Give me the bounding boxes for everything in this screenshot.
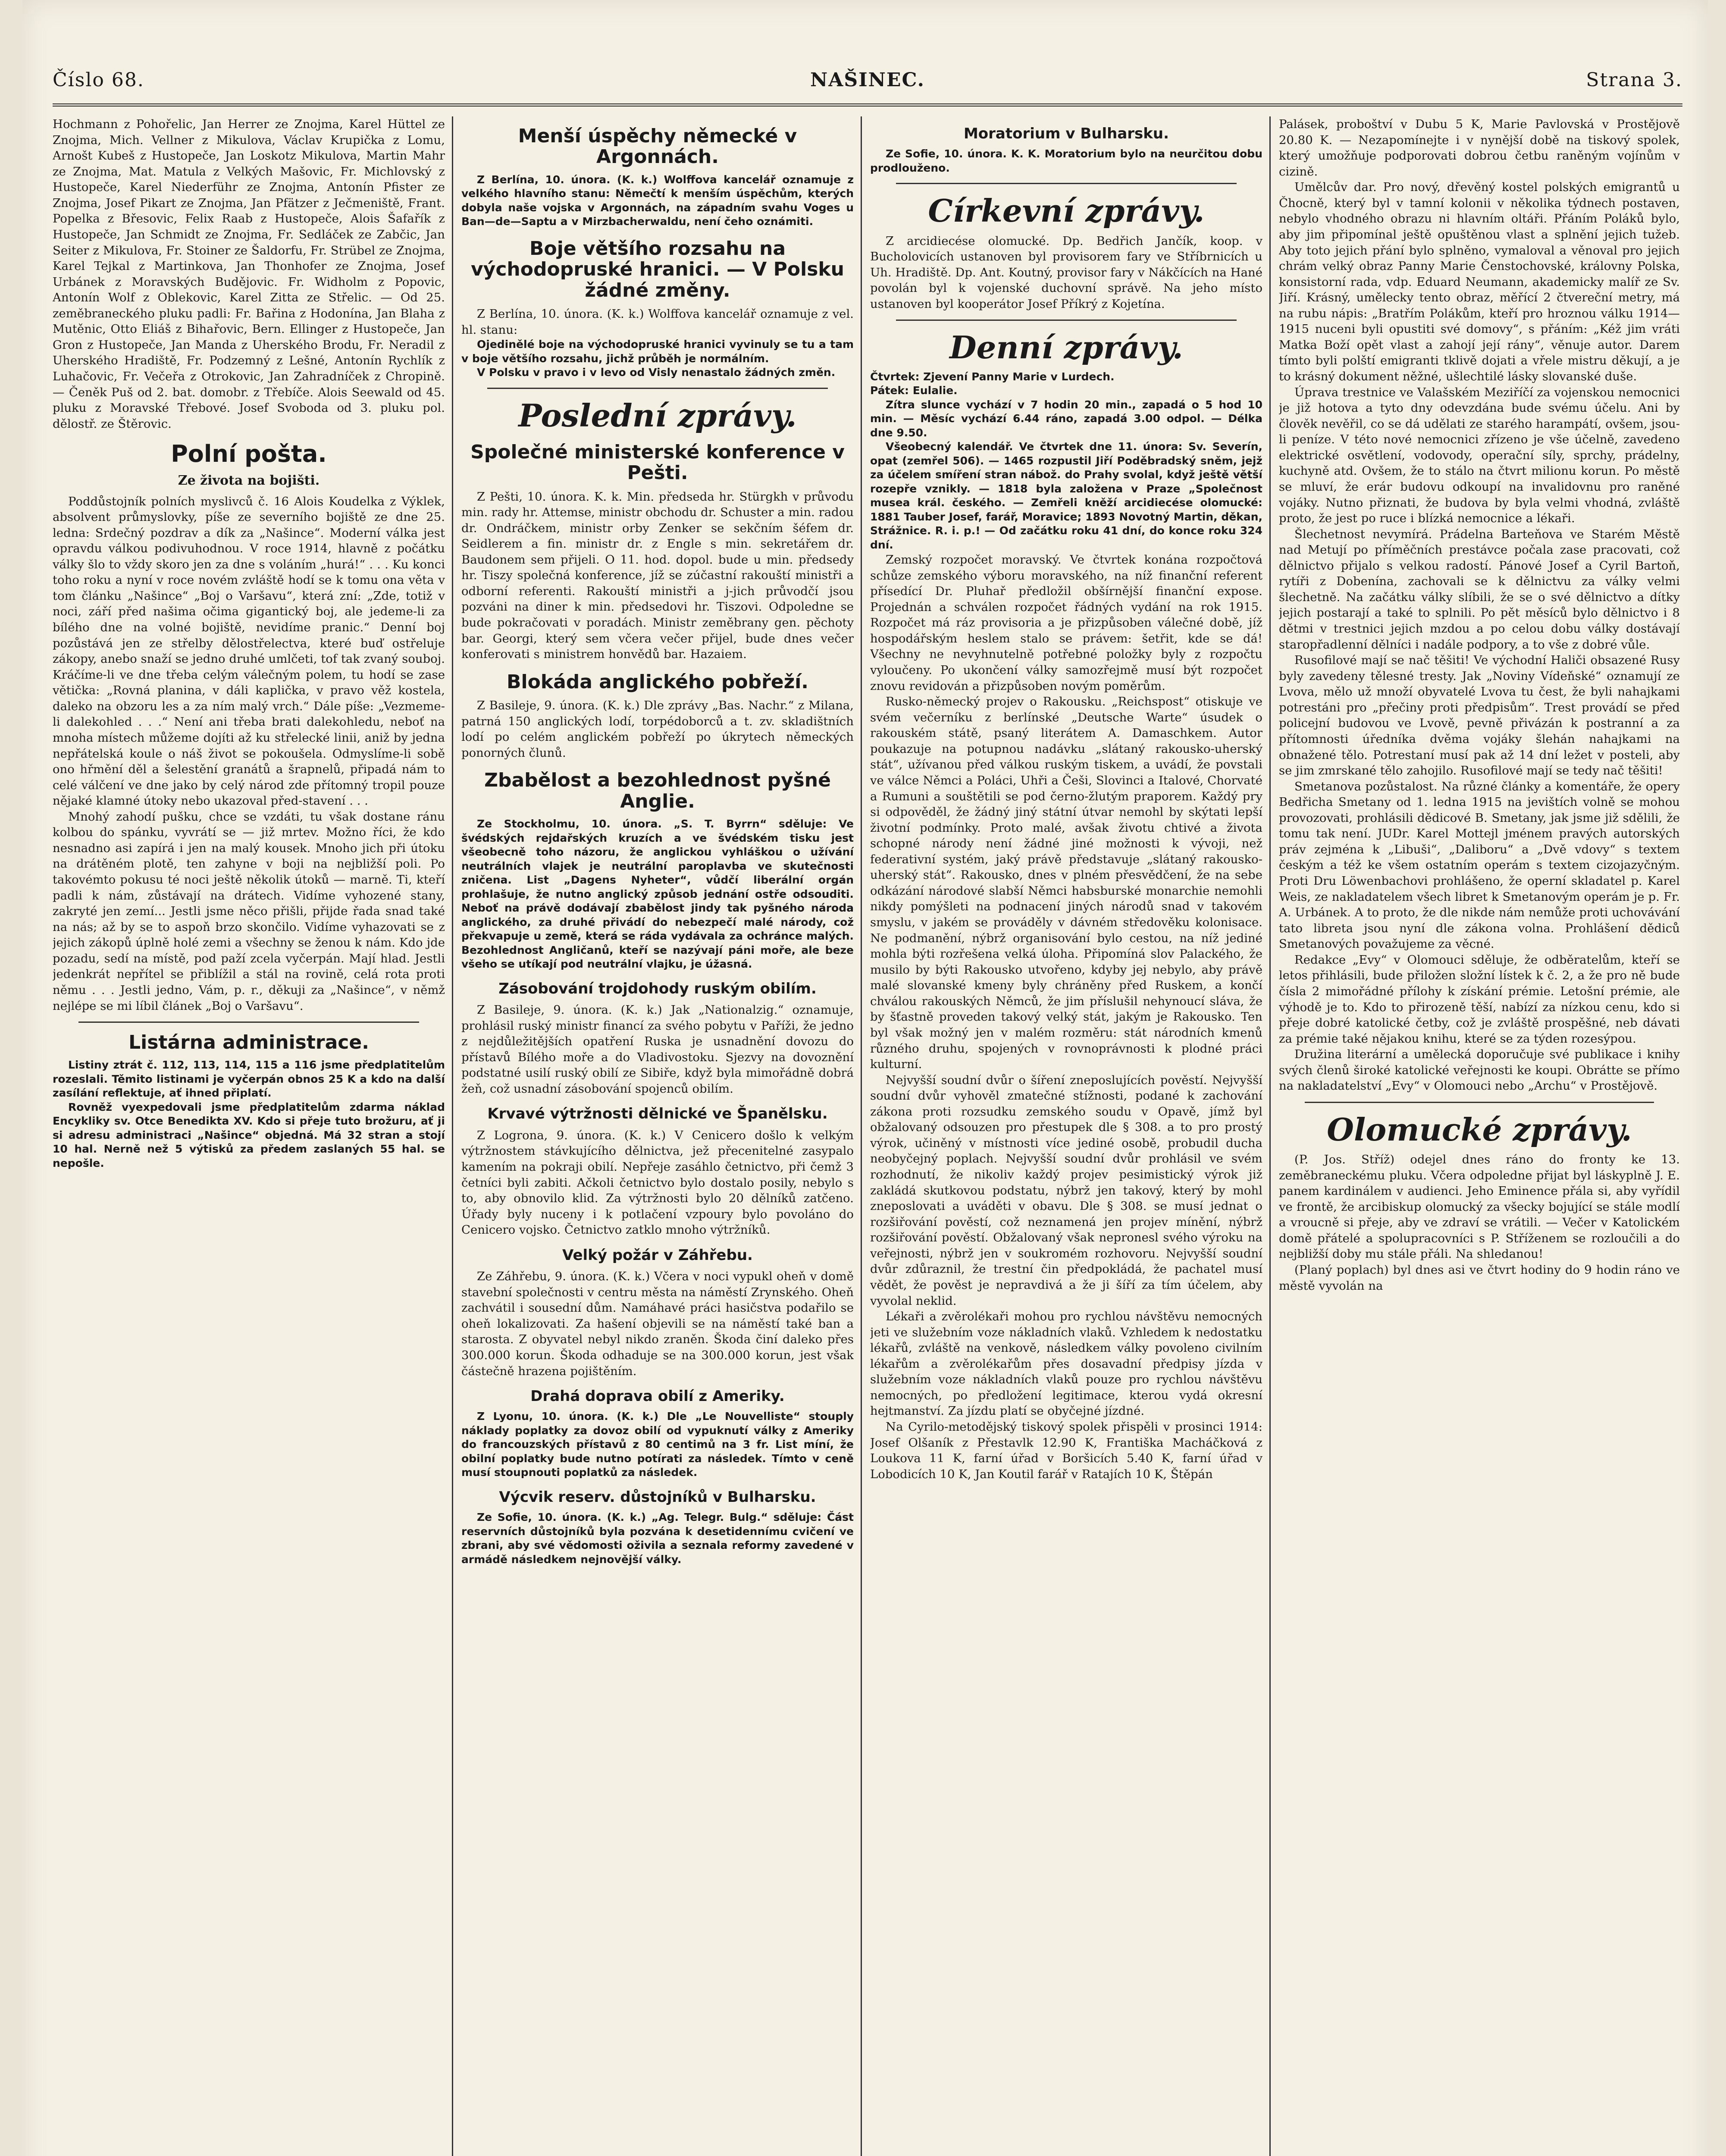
headline: Výcvik reserv. důstojníků v Bulharsku. <box>499 1488 816 1506</box>
section-divider <box>896 183 1237 184</box>
newspaper-page <box>22 0 1708 2156</box>
article-paragraph: Z arcidiecése olomucké. Dp. Bedřich Jančík, koop. v Bucholovicích ustanoven byl provisorem fary ve Stříbrnicích u Uh. Hradiště. Dp. Ant. Koutný, provisor fary v Nákčících na Hané povolán byl k vojenské duchovní správě. Na jeho místo ustanoven byl kooperátor Josef Příkrý z Kojetína. <box>870 234 1262 311</box>
article-paragraph: Z Pešti, 10. února. K. k. Min. předseda hr. Stürgkh v průvodu min. rady hr. Attemse, ministr obchodu dr. Schuster a min. radou dr. Ondráčkem, ministr orby Zenker se sekčním šéfem dr. Seidlerem a fin. ministr dr. z Engle s min. sekretářem dr. Baudonem sem přijeli. O 11. hod. dopol. bude u min. předsedy hr. Tiszy společná konference, jíž se zúčastní rakouští ministři a odborní referenti. Rakouští ministři a j-jich průvodčí jsou pozváni na diner k min. předsedovi hr. Tiszovi. Odpoledne se bude pokračovati v poradách. Ministr zeměbrany gen. pěchoty bar. Georgi, který sem včera večer přijel, bude dnes večer konferovati s ministrem honvědů bar. Hazaiem. <box>461 489 854 661</box>
article-paragraph: Mnohý zahodí pušku, chce se vzdáti, tu však dostane ránu kolbou do spánku, vyvrátí se — již mrtev. Možno říci, že kdo nesnadno asi zapírá i jen na malý kousek. Mnoho jich při útoku na drátěném plotě, ten zahyne v boji na nejbližší poli. Po takovémto pokusu té noci ještě několik útoků — marně. Ti, kteří padli k nám, zůstávají na drátech. Vidíme vyhozené stany, zakryté jen zemí... Jestli jsme něco přišli, přijde řada snad také na nás; až by se to aspoň brzo skončilo. Vidíme vyhazovati se z jejich zákopů úplně holé zemi a všechny se ženou k nám. Kdo jde pozadu, sedí na místě, pod paží zcela vyčerpán. Mají hlad. Jestli jedenkrát nepřítel se přiblížil a stál na rovině, celá rota proti němu . . . Jestli jedno, Vám, p. r., děkuji za „Našince“, v němž nejlépe se mi líbil článek „Boj o Varšavu“. <box>53 809 445 1013</box>
article-paragraph: Šlechetnost nevymírá. Prádelna Barteňova ve Starém Městě nad Metují po příměčních prestávce počala zase pracovati, což dělnictvo přijalo s velkou radostí. Pánové Josef a Cyril Bartoň, rytíři z Dobenína, zachovali se k dělnictvu za války velmi šlechetně. Na začátku války slíbili, že se o své dělnictvo a dítky jejich postarají a také to splnili. Po pět měsíců bylo dělnictvo i 8 dětmi v trestnici jejich mzdou a po celou dobu války dostávají staropřadlenní dělníci i nadále podpory, a to vše z dobré vůle. <box>1279 527 1680 652</box>
headline: Velký požár v Záhřebu. <box>562 1246 753 1264</box>
headline: Blokáda anglického pobřeží. <box>506 671 809 693</box>
calendar-general: Všeobecný kalendář. Ve čtvrtek dne 11. února: Sv. Severín, opat (zemřel 506). — 1465 rozpustil Jiří Poděbradský sněm, jejž za účelem smíření stran nábož. do Prahy svolal, když ještě větší rozepře vznikly. — 1818 byla založena v Praze „Společnost musea král. českého. — Zemřeli kněží arcidiecése olomucké: 1881 Tauber Josef, farář, Moravice; 1893 Novotný Martin, děkan, Strážnice. R. i. p.! — Od začátku roku 41 dní, do konce roku 324 dní. <box>870 440 1262 551</box>
column-1 <box>53 116 445 2156</box>
article-paragraph: Ze Sofie, 10. února. K. K. Moratorium bylo na neurčitou dobu prodlouženo. <box>870 147 1262 174</box>
article-paragraph: Z Basileje, 9. února. (K. k.) Jak „Nationalzig.“ oznamuje, prohlásil ruský ministr financí za svého pobytu v Paříži, že jedno z nejdůležitějších opatření Ruska je usnadnění dovozu do přístavů Bílého moře a do Vladivostoku. Sjezvy na dovoznění podstatné usilí ruský obilí ze Sibiře, když byla mimořádně dobrá žeň, což usnadní zásobování spojenců obilím. <box>461 1003 854 1096</box>
headline-cirkevni-zpravy: Církevní zprávy. <box>928 192 1205 229</box>
section-divider <box>78 1022 419 1023</box>
column-rule <box>1269 116 1271 2156</box>
headline-denni-zpravy: Denní zprávy. <box>949 329 1183 366</box>
headline: Zásobování trojdohody ruským obilím. <box>498 980 817 997</box>
issue-number: Číslo 68. <box>53 69 144 91</box>
article-paragraph: Z Logrona, 9. února. (K. k.) V Cenicero došlo k velkým výtržnostem stávkujícího dělnictva, jež přecenitelné zasypalo kamením na pokraji obilí. Nepřeje zasáhlo četnictvo, při čemž 3 četníci byli zabiti. Ačkoli četnictvo bylo dostalo posily, nebylo s to, aby obnovilo klid. Za výtržnosti bylo 20 dělníků zatčeno. Úřady byly nuceny i k potlačení vzpoury bylo povoláno do Cenicero vojsko. Četnictvo zatklo mnoho výtržníků. <box>461 1128 854 1237</box>
headline: Menší úspěchy německé v Argonnách. <box>518 125 797 168</box>
headline: Krvavé výtržnosti dělnické ve Španělsku. <box>487 1105 828 1123</box>
calendar-line: Čtvrtek: Zjevení Panny Marie v Lurdech. <box>870 370 1115 383</box>
article-paragraph: Ojedinělé boje na východopruské hranici vyvinuly se tu a tam v boje většího rozsahu, jichž průběh je normálním. <box>461 338 854 365</box>
article-paragraph: Z Berlína, 10. února. (K. k.) Wolffova kancelář oznamuje z vel. hl. stanu: <box>461 307 854 337</box>
article-paragraph: Redakce „Evy“ v Olomouci sděluje, že odběratelům, kteří se letos přihlásili, bude přiložen složní lístek k č. 2, a že pro ně bude čísla 2 mimořádné přílohy k získání prémie. Letošní prémie, ale výhodě je to. Kdo to přirozeně těší, nabízí za nízkou cenu, kdo si přeje dobré katolické četby, což je zvláště prospěšné, neb dávati za prémie také nějakou knihu, které se za týden rozesýpou. <box>1279 953 1680 1046</box>
article-paragraph: Ze Záhřebu, 9. února. (K. k.) Včera v noci vypukl oheň v domě stavební společnosti v centru města na náměstí Zrynského. Oheň zachvátil i sousední dům. Namáhavé práci hasičstva podařilo se oheň lokalizovati. Za hašení objevili se na náměstí také ban a starosta. Z obyvatel nebyl nikdo zraněn. Škoda činí daleko přes 300.000 korun. Škoda odhaduje se na 300.000 korun, jest však částečně hrazena pojištěním. <box>461 1269 854 1378</box>
column-rule <box>452 116 453 2156</box>
article-paragraph: Úprava trestnice ve Valašském Meziříčí za vojenskou nemocnici je již hotova a tyto dny odevzdána bude svému účelu. Ani by člověk nevěřil, co se dá udělati ze starého harampátí, ovšem, jsou-li peníze. V této nové nemocnici zřízeno je vše účelně, zavedeno elektrické osvětlení, vodovody, operační síly, sprchy, prádelny, kuchyně atd. Ovšem, že to stálo na čtvrt milionu korun. Po městě se mluví, že erár budovu odkoupí na invalidovnu pro raněné vojáky. Nutno přiznati, že budova by byla velmi vhodná, zvláště proto, že jest po ruce i blízká nemocnice a lékaři. <box>1279 385 1680 526</box>
column-4 <box>1279 116 1680 2156</box>
article-paragraph: Ze Stockholmu, 10. února. „S. T. Byrrn“ sděluje: Ve švédských rejdařských kruzích a ve švédském tisku jest všeobecně toho názoru, že anglickou vyhláškou o užívání neutrálních vlajek je neutrální paroplavba ve skutečnosti zničena. List „Dagens Nyheter“, vůdčí liberální orgán prohlašuje, že nutno anglický způsob jednání ostře odsouditi. Neboť na právě dodávají zbabělost jindy tak pyšného národa anglického, za druhé přivádí do nebezpečí malé národy, což překvapuje u země, která se ráda vydávala za ochránce malých. Bezohlednost Angličanů, kteří se nazývají páni moře, ale beze všeho se utíkají pod neutrální vlajku, je úžasná. <box>461 818 854 971</box>
article-paragraph: Lékaři a zvěrolékaři mohou pro rychlou návštěvu nemocných jeti ve služebním voze nákladních vlaků. Vzhledem k nedostatku lékařů, zvláště na venkově, následkem války povoleno civilním lékařům a zvěrolékařům přes dosavadní předpisy jízda v služebním voze nákladních vlaků pouze pro rychlou návštěvu nemocných, po předložení legitimace, kterou vydá okresní hejtmanství. Za jízdu platí se obyčejné jízdné. <box>870 1310 1262 1418</box>
article-paragraph: Zemský rozpočet moravský. Ve čtvrtek konána rozpočtová schůze zemského výboru moravského, na níž finanční referent přísedící Dr. Pluhař předložil obšírnější finanční expose. Projednán a schválen rozpočet řádných vydání na rok 1915. Rozpočet má ráz provisoria a je přizpůsoben válečné době, jíž hospodářským heslem stalo se právem: šetřit, kde se dá! Všechny ne nevyhnutelně potřebné položky byly z rozpočtu vyloučeny. Po ukončení války samozřejmě musí být rozpočet znovu revidován a přizpůsoben novým poměrům. <box>870 553 1262 693</box>
column-3 <box>870 116 1262 2156</box>
article-paragraph: Smetanova pozůstalost. Na různé články a komentáře, že opery Bedřicha Smetany od 1. ledna 1915 na jevištích volně se mohou provozovati, prohlásili dědicové B. Smetany, jak jsme již sdělili, že tomu tak není. JUDr. Karel Mottejl jménem pravých autorských práv zejména k „Libuši“, „Daliboru“ a „Dvě vdovy“ s textem českým a též ke všem ostatním operám s textem cizojazyčným. Proti Dru Löwenbachovi prohlášeno, že operní skladatel p. Karel Weis, ze nakladatelem všech libret k Smetanovým operám je p. Fr. A. Urbánek. A to proto, že dle nikde nám nemůže proti uchovávání tato libreta jsou nyní dle zákona volna. Prohlášení dědiců Smetanových považujeme za věcné. <box>1279 779 1680 951</box>
section-divider <box>1305 1102 1654 1103</box>
headline: Boje většího rozsahu na východopruské hranici. — V Polsku žádné změny. <box>470 237 844 301</box>
headline: Společné ministerské konference v Pešti. <box>470 441 845 484</box>
article-paragraph: Nejvyšší soudní dvůr o šíření zneposlujících pověstí. Nejvyšší soudní dvůr vyhověl zmatečné stížnosti, podané k zachování zákona proti rozsudku zemského soudu v Opavě, jímž byl obžalovaný odsouzen pro přestupek dle § 308. a to pro prostý výrok, učiněný v místnosti více jediné osobě, probudil ducha neobyčejný poplach. Nejvyšší soudní dvůr prohlásil ve svém rozhodnutí, že nikoliv každý projev pesimistický výrok již zakládá skutkovou podstatu, nýbrž jen takový, který by mohl zneposlovati a uváděti v obavu. Dle § 308. se musí jednat o rozšiřování pověstí, což neznamená jen projev mínění, nýbrž rozšiřování pověstí. Obžalovaný však nepronesl svého výroku na veřejnosti, nýbrž jen v soukromém rozhovoru. Nejvyšší soudní dvůr zdůraznil, že trestní čin předpokládá, že pachatel musí vědět, že pověst je nepravdivá a že ji šíří za tím účelem, aby vyvolal neklid. <box>870 1073 1262 1308</box>
section-divider <box>896 320 1237 321</box>
headline: Moratorium v Bulharsku. <box>963 125 1169 142</box>
page-number: Strana 3. <box>1586 69 1682 91</box>
article-paragraph: Z Basileje, 9. února. (K. k.) Dle zprávy „Bas. Nachr.“ z Milana, patrná 150 anglických lodí, torpédoborců a t. zv. skladištních lodí po celém anglickém pobřeží po úkrytech německých ponorných člunů. <box>461 699 854 760</box>
section-divider <box>487 388 828 389</box>
calendar-sun: Zítra slunce vychází v 7 hodin 20 min., zapadá o 5 hod 10 min. — Měsíc vychází 6.44 ráno, zapadá 3.00 odpol. — Délka dne 9.50. <box>870 398 1262 439</box>
headline-olomucke-zpravy: Olomucké zprávy. <box>1327 1111 1632 1148</box>
column-2 <box>461 116 854 2156</box>
article-paragraph: Rusofilové mají se nač těšiti! Ve východní Haliči obsazené Rusy byly zavedeny tělesné tresty. Jak „Noviny Vídeňské“ oznamují ze Lvova, mělo už množí obyvatelé Lvova tu čest, že byli nahajkami potrestáni pro „přečiny proti předpisům“. Trest provádí se před policejní budovou ve Lvově, pevně přivázán k postranní a za přítomnosti úředníka dvěma vojáky šlehán nahajkami na obnažené tělo. Potrestaní musí pak až 14 dní ležet v posteli, aby se jim zmrskané tělo zahojilo. Rusofilové mají se tedy nač těšiti! <box>1279 653 1680 778</box>
headline: Drahá doprava obilí z Ameriky. <box>530 1388 785 1405</box>
calendar-line: Pátek: Eulalie. <box>870 384 958 397</box>
article-paragraph: Listiny ztrát č. 112, 113, 114, 115 a 116 jsme předplatitelům rozeslali. Těmito listinami je vyčerpán obnos 25 K a kdo na další zasílání reflektuje, ať ihned připlatí. <box>53 1059 445 1100</box>
article-paragraph: (P. Jos. Stříž) odejel dnes ráno do fronty ke 13. zeměbraneckému pluku. Včera odpoledne přijat byl láskyplně J. E. panem kardinálem v audienci. Jeho Eminence přála si, aby vyřídil ve frontě, že arcibiskup olomucký za všecky bojující se stále modlí a vroucně si přeje, aby ve zdraví se vrátili. — Večer v Katolickém domě přátelé a spolupracovníci s P. Stříženem se rozloučili a do nejbližší doby mu stále přáli. Na shledanou! <box>1279 1153 1680 1261</box>
headline-listarna: Listárna administrace. <box>128 1031 369 1054</box>
article-paragraph: Poddůstojník polních myslivců č. 16 Alois Koudelka z Výklek, absolvent průmyslovky, píše ze severního bojiště ze dne 25. ledna: Srdečný pozdrav a dík za „Našince“. Moderní válka jest opravdu válkou podivuhodnou. V roce 1914, hlavně z počátku války šlo to vždy skoro jen za dne s voláním „hurá!“ . . . Ku konci toho roku a nyní v roce novém zvláště hodí se k tomu ona věta v tom článku „Našince“ „Boj o Varšavu“, která zní: „Zde, totiž v noci, září před našima očima gigantický boj, ale jedeme-li za bílého dne na volné bojiště, nevidíme pranic.“ Denní boj pozůstává jen ze střelby dělostřelectva, které buď ostřeluje zákopy, anebo snaží se jedno druhé umlčeti, tof tak zvaný souboj. Kráčíme-li ve dne třeba celým válečným polem, tu hodí se zase větička: „Rovná planina, v dáli kaplička, v pravo věž kostela, daleko na obzoru les a za ním malý vrch.“ Dále píše: „Vezmeme-li dalekohled . . .“ Není ani třeba brati dalekohledu, neboť na mnoha místech můžeme dojíti až ku střelecké linii, aniž by jedna nepřátelská koule o náš život se pokoušela. Odmyslíme-li sobě ono hřmění děl a šelestění granátů a šrapnelů, připadá nám to celé válčení ve dne jako by celý národ zde přítomný tropil pouze nějaké klamné útoky nebo ukazoval před-stavení . . . <box>53 494 445 808</box>
headline: Zbabělost a bezohlednost pyšné Anglie. <box>484 769 831 812</box>
headline-posledni-zpravy: Poslední zprávy. <box>518 397 797 434</box>
article-paragraph: Na Cyrilo-metodějský tiskový spolek přispěli v prosinci 1914: Josef Olšaník z Přestavlk 12.90 K, Františka Macháčková z Loukova 11 K, farní úřad v Boršicích 5.40 K, farní úřad v Lobodicích 10 K, Jan Koutil farář v Ratajích 10 K, Štěpán <box>870 1420 1262 1481</box>
page-header <box>53 65 1682 107</box>
article-paragraph: V Polsku v pravo i v levo od Visly nenastalo žádných změn. <box>477 366 836 379</box>
article-paragraph: Umělcův dar. Pro nový, dřevěný kostel polských emigrantů u Čhocně, který byl v tamní kolonii v několika týdnech postaven, nebylo vhodného obrazu ni hlavním oltáři. Přáním Poláků bylo, aby jim připomínal ještě opuštěnou vlast a splnění jejich tužeb. Aby toto jejich přání bylo splněno, vymaloval a věnoval pro jejich chrám velký obraz Panny Marie Čenstochovské, královny Polska, konsistorní rada, vdp. Eduard Neumann, akademicky malíř ze Sv. Jiří. Krásný, umělecky tento obraz, měřící 2 čtvereční metry, má na rubu nápis: „Bratřím Polákům, kteří pro hroznou válku 1914—1915 nuceni byli opustiti své domovy“, s přáním: „Kéž jim vráti Matka Boží opět vlast a zahojí její rány“, věnuje autor. Darem tímto byli polští emigranti tklivě dojati a vřele mistru děkují, a je to krásný dokument něžné, ušlechtilé lásky slovanské duše. <box>1279 180 1680 383</box>
article-paragraph: Z Lyonu, 10. února. (K. k.) Dle „Le Nouvelliste“ stouply náklady poplatky za dovoz obilí od vypuknutí války z Ameriky do francouzských přístavů z 80 centimů na 3 fr. List míní, že obilní poplatky bude nutno potírati za následek. Tímto v ceně musí stoupnouti poplatků za následek. <box>461 1410 854 1479</box>
masthead-title: NAŠINEC. <box>810 69 925 91</box>
subheadline: Ze života na bojišti. <box>178 473 320 488</box>
article-paragraph: Ze Sofie, 10. února. (K. k.) „Ag. Telegr. Bulg.“ sděluje: Část reservních důstojníků byla pozvána k desetidennímu cvičení ve zbrani, aby své vědomosti oživila a seznala reformy zavedené v armádě následkem nejnovější války. <box>461 1511 854 1566</box>
article-paragraph: Z Berlína, 10. února. (K. k.) Wolffova kancelář oznamuje z velkého hlavního stanu: Němečtí k menším úspěchům, kterých dobyla naše vojska v Argonnách, na západním svahu Voges u Ban—de—Saptu a v Mirzbacherwaldu, není čeho oznámiti. <box>461 173 854 228</box>
article-paragraph: Družina literární a umělecká doporučuje své publikace i knihy svých členů široké katolické veřejnosti ke koupi. Obrátte se přímo na nakladatelství „Evy“ v Olomouci nebo „Archu“ v Prostějově. <box>1279 1047 1680 1093</box>
column-rule <box>861 116 862 2156</box>
article-paragraph: Rovněž vyexpedovali jsme předplatitelům zdarma náklad Encykliky sv. Otce Benedikta XV. Kdo si přeje tuto brožuru, ať ji si adresu administraci „Našince“ objedná. Má 32 stran a stojí 10 hal. Nerně než 5 výtisků za předem zaslaných 55 hal. se nepošle. <box>53 1100 445 1169</box>
article-paragraph: Palásek, proboštví v Dubu 5 K, Marie Pavlovská v Prostějově 20.80 K. — Nezapomínejte i v nynější době na tiskový spolek, který umožňuje podporovati dobrou četbu raněným vojínům v cizině. <box>1279 117 1680 179</box>
article-paragraph: (Planý poplach) byl dnes asi ve čtvrt hodiny do 9 hodin ráno ve městě vyvolán na <box>1279 1263 1680 1293</box>
article-paragraph: Rusko-německý projev o Rakousku. „Reichspost“ otiskuje ve svém večerníku z berlínské „Deutsche Warte“ úsudek o rakouském státě, psaný literátem A. Damaschkem. Autor poukazuje na potupnou nadávku „slátaný rakousko-uherský stát“, užívanou před válkou ruským tiskem, a uvádí, že povstali ve válce Němci a Poláci, Uhři a Češi, Slovinci a Italové, Chorvaté a Rumuni a souštětili se pod černo-žlutým praporem. Každý pry si odpověděl, že žádný jiný státní útvar nemohl by skýtati lepší životní podmínky. Proto malé, avšak životu chtivé a života schopné národy není žádné jiné možnosti k vývoji, než federativní systém, jaký právě představuje „slátaný rakousko-uherský stát“. Rakousko, dnes v plném přesvědčení, že na sebe odkázání národové slabší Němci habsburské monarchie nemohli nikdy pomýšleti na podnacení jiných národů snad v takovém smyslu, v jakém se prováděly v dávném středověku kolonisace. Ne podmanění, nýbrž organisování bylo cestou, na níž jediné mohla býti rozřešena velká úloha. Připomíná slov Palackého, že musilo by býti Rakousko utvořeno, kdyby jej nebylo, aby právě malé slovanské kmeny byly chráněny před Ruskem, a končí chválou rakouských Němců, že jim příslušil nehynoucí sláva, že by šťastně proveden takový velký stát, jakým je Rakousko. Ten byl však možný jen v malém rozměru: stát národních kmenů různého druhu, spojených v rovnoprávnosti k plodné práci kulturní. <box>870 695 1262 1072</box>
casualty-names: Hochmann z Pohořelic, Jan Herrer ze Znojma, Karel Hüttel ze Znojma, Mich. Vellner z Mikulova, Václav Krupička z Lomu, Arnošt Kubeš z Hustopeče, Jan Loskotz Mikulova, Martin Mahr ze Znojma, Mat. Matula z Velkých Mašovic, Fr. Michlovský z Hustopeče, Karel Niederführ ze Znojma, Antonín Pfister ze Znojma, Josef Pikart ze Znojma, Jan Pfätzer z Ječmeniště, Frant. Popelka z Břesovic, Felix Raab z Hustopeče, Alois Šafařík z Hustopeče, Jan Schmidt ze Znojma, Fr. Sedláček ze Zabčic, Jan Seiter z Mikulova, Fr. Stoiner ze Šaldorfu, Fr. Strübel ze Znojma, Karel Tejkal z Martinkova, Jan Thonhofer ze Znojma, Josef Urbánek z Moravských Budějovic. Fr. Widholm z Popovic, Antonín Wolf z Oblekovic, Karel Zitta ze Střelic. — Od 25. zeměbraneckého pluku padli: Fr. Bařina z Hodonína, Jan Blaha z Mutěnic, Otto Eliáš z Bihařovic, Bern. Ellinger z Hustopeče, Jan Gron z Hustopeče, Jan Manda z Uherského Brodu, Fr. Neradil z Uherského Hradiště, Fr. Podzemný z Lešné, Antonín Rychlík z Luhačovic, Fr. Večeřa z Otrokovic, Jan Zahradníček z Chropině. — Čeněk Puš od 2. bat. domobr. z Třebíče. Alois Seewald od 45. pluku z Moravské Třebové. Josef Svoboda od 3. pluku pol. dělostř. ze Štěrovic. <box>53 117 445 431</box>
headline-polni-posta: Polní pošta. <box>171 440 327 468</box>
